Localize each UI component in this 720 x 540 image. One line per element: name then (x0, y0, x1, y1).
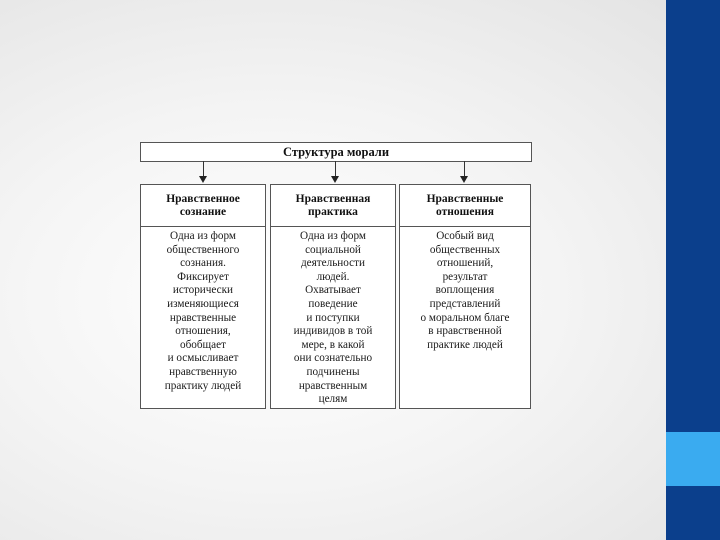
arrow-down-icon (199, 176, 207, 183)
column-description: Одна из форм социальной деятельности людей. Охватывает поведение и поступки индивидов в той мере, в какой они сознательно подчинены нравственным целям (293, 230, 373, 406)
column-heading (141, 185, 265, 227)
column-description: Одна из форм общественного сознания. Фиксирует исторически изменяющиеся нравственные отношения, обобщает и осмысливает нравственную практику людей (164, 230, 242, 392)
column-heading-text: Нравственные отношения (426, 192, 504, 218)
arrow-down-icon (460, 176, 468, 183)
column-heading (271, 185, 395, 227)
side-bar-accent-square (666, 432, 720, 486)
column-moral-consciousness (140, 184, 266, 409)
connector-line-2 (335, 161, 336, 177)
column-heading (400, 185, 530, 227)
column-heading-text: Нравственная практика (295, 192, 371, 218)
connector-line-3 (464, 161, 465, 177)
column-moral-practice (270, 184, 396, 409)
column-description: Особый вид общественных отношений, результат воплощения представлений о моральном благе в нравственной практике людей (420, 230, 510, 351)
connector-line-1 (203, 161, 204, 177)
diagram-title: Структура морали (140, 142, 532, 162)
column-moral-relations (399, 184, 531, 409)
arrow-down-icon (331, 176, 339, 183)
column-heading-text: Нравственное сознание (166, 192, 240, 218)
morality-structure-diagram (138, 140, 534, 412)
